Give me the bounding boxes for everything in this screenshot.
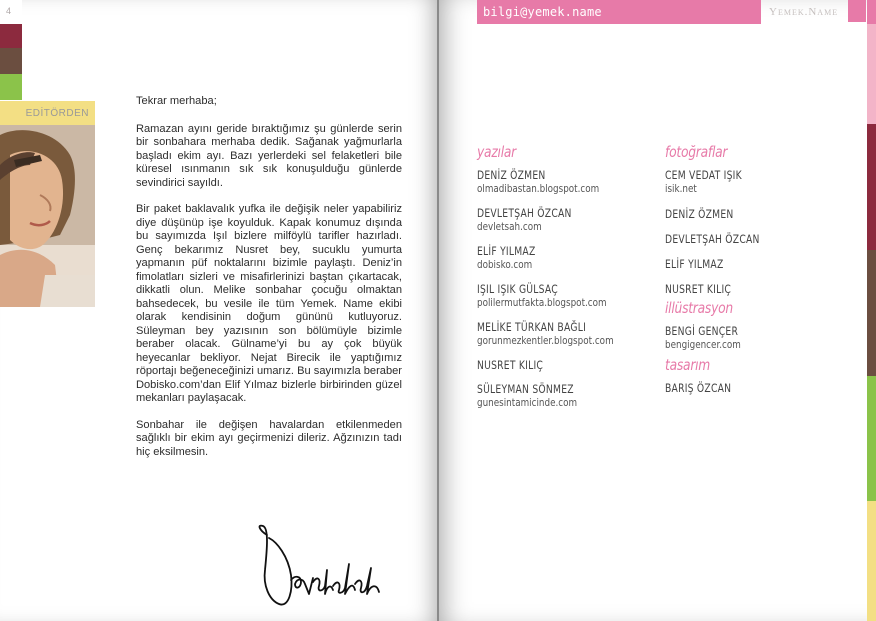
contributor-name: CEM VEDAT IŞIK [665, 168, 742, 182]
right-page [439, 0, 876, 621]
editorial-text [136, 95, 402, 472]
color-strip-light-pink [867, 24, 876, 124]
editor-photo [0, 125, 95, 307]
contributor-name: DEVLETŞAH ÖZCAN [477, 206, 572, 220]
list-item [477, 244, 637, 272]
color-strip-yellow [867, 501, 876, 621]
contributor-name: DENİZ ÖZMEN [665, 207, 734, 221]
color-strip-brown [0, 48, 22, 74]
contributors-writers-column [477, 143, 637, 420]
list-item [477, 358, 637, 372]
list-item [665, 324, 825, 352]
editor-portrait-image [0, 125, 95, 307]
email-bar[interactable]: bilgi@yemek.name [477, 0, 761, 24]
color-strip-green [867, 376, 876, 501]
heading-photos: fotoğraflar [665, 143, 728, 161]
list-item [665, 282, 825, 296]
contributor-url[interactable]: gunesintamicinde.com [477, 396, 578, 409]
contributors-photo-column [665, 143, 825, 406]
color-strip-maroon [0, 24, 22, 48]
page-number-box [848, 0, 866, 22]
contributor-name: NUSRET KILIÇ [665, 282, 732, 296]
contributor-name: DEVLETŞAH ÖZCAN [665, 232, 760, 246]
heading-illustration: illüstrasyon [665, 299, 733, 317]
contributor-name: BENGİ GENÇER [665, 324, 739, 338]
list-item [477, 282, 637, 310]
editorial-paragraph-1: Ramazan ayını geride bıraktığımız şu günlerde serin bir sonbahara merhaba dedik. Sağanak yağmurlarla başladı ekim ayı. Bazı yerlerdeki sel felaketleri bile küresel ısınmanın sık sık konuşulduğu günlerde sevindirici sayıldı. [136, 122, 402, 189]
color-strip-maroon [867, 124, 876, 250]
handwritten-signature [255, 520, 390, 610]
heading-writers: yazılar [477, 143, 516, 161]
contributor-name: IŞIL IŞIK GÜLSAÇ [477, 282, 558, 296]
editorial-paragraph-2: Bir paket baklavalık yufka ile değişik neler yapabiliriz diye düşünüp işe koyulduk. Kapak konumuz dışında bu sayımızda Işıl bizlere milföylü tarifler hazırladı. Genç bekarımız Nusret bey, sucuklu yumurta yapmanın püf noktalarını bizimle paylaştı. Deniz’in fimolatları sizleri ve misafirlerinizi baştan çıkartacak, dikkatli olun. Melike sonbahar çocuğu olmaktan bahsedecek, bu vesile ile tüm Yemek. Name ekibi olarak kendisinin doğum gününü kutluyoruz. Süleyman bey yazısının son bölümüyle bizimle beraber olacak. Gülname’yi bu ay çok büyük heyecanlar bekliyor. Nejat Birecik ile yaptığımız röportajı beğeneceğinizi umarız. Bu sayımızla beraber Dobisko.com’dan Elif Yılmaz bizlerle birbirinden güzel mekanları paylaşacak. [136, 203, 402, 404]
contributor-name: NUSRET KILIÇ [477, 358, 544, 372]
section-tab-editorial: EDİTÖRDEN [0, 101, 95, 125]
color-strip-brown [867, 250, 876, 376]
contributor-url[interactable]: bengigencer.com [665, 338, 741, 351]
list-item [477, 168, 637, 196]
color-strip-green [0, 74, 22, 100]
contributor-name: SÜLEYMAN SÖNMEZ [477, 382, 574, 396]
contributor-name: ELİF YILMAZ [477, 244, 536, 258]
list-item [665, 232, 825, 246]
contributor-name: DENİZ ÖZMEN [477, 168, 546, 182]
contributor-url[interactable]: isik.net [665, 182, 697, 195]
contributor-name: MELİKE TÜRKAN BAĞLI [477, 320, 587, 334]
contributor-url[interactable]: olmadibastan.blogspot.com [477, 182, 600, 195]
list-item [477, 320, 637, 348]
heading-design: tasarım [665, 356, 711, 374]
list-item [665, 168, 825, 196]
editorial-paragraph-3: Sonbahar ile değişen havalardan etkilenmeden sağlıklı bir ekim ayı geçirmenizi dileriz. Ağzınızın tadı hiç eksilmesin. [136, 418, 402, 458]
editorial-greeting: Tekrar merhaba; [136, 95, 217, 107]
contributor-name: ELİF YILMAZ [665, 257, 724, 271]
contributor-url[interactable]: gorunmezkentler.blogspot.com [477, 334, 614, 347]
list-item [665, 257, 825, 271]
list-item [477, 206, 637, 234]
contributor-url[interactable]: polilermutfakta.blogspot.com [477, 296, 607, 309]
contributor-url[interactable]: devletsah.com [477, 220, 542, 233]
left-page [0, 0, 437, 621]
contributor-name: BARIŞ ÖZCAN [665, 381, 732, 395]
color-strip-pink [867, 0, 876, 24]
contributor-url[interactable]: dobisko.com [477, 258, 533, 271]
list-item [665, 381, 825, 395]
magazine-name: Yemek.Name [769, 6, 839, 18]
list-item [665, 207, 825, 221]
list-item [477, 382, 637, 410]
page-number-left: 4 [6, 6, 12, 16]
